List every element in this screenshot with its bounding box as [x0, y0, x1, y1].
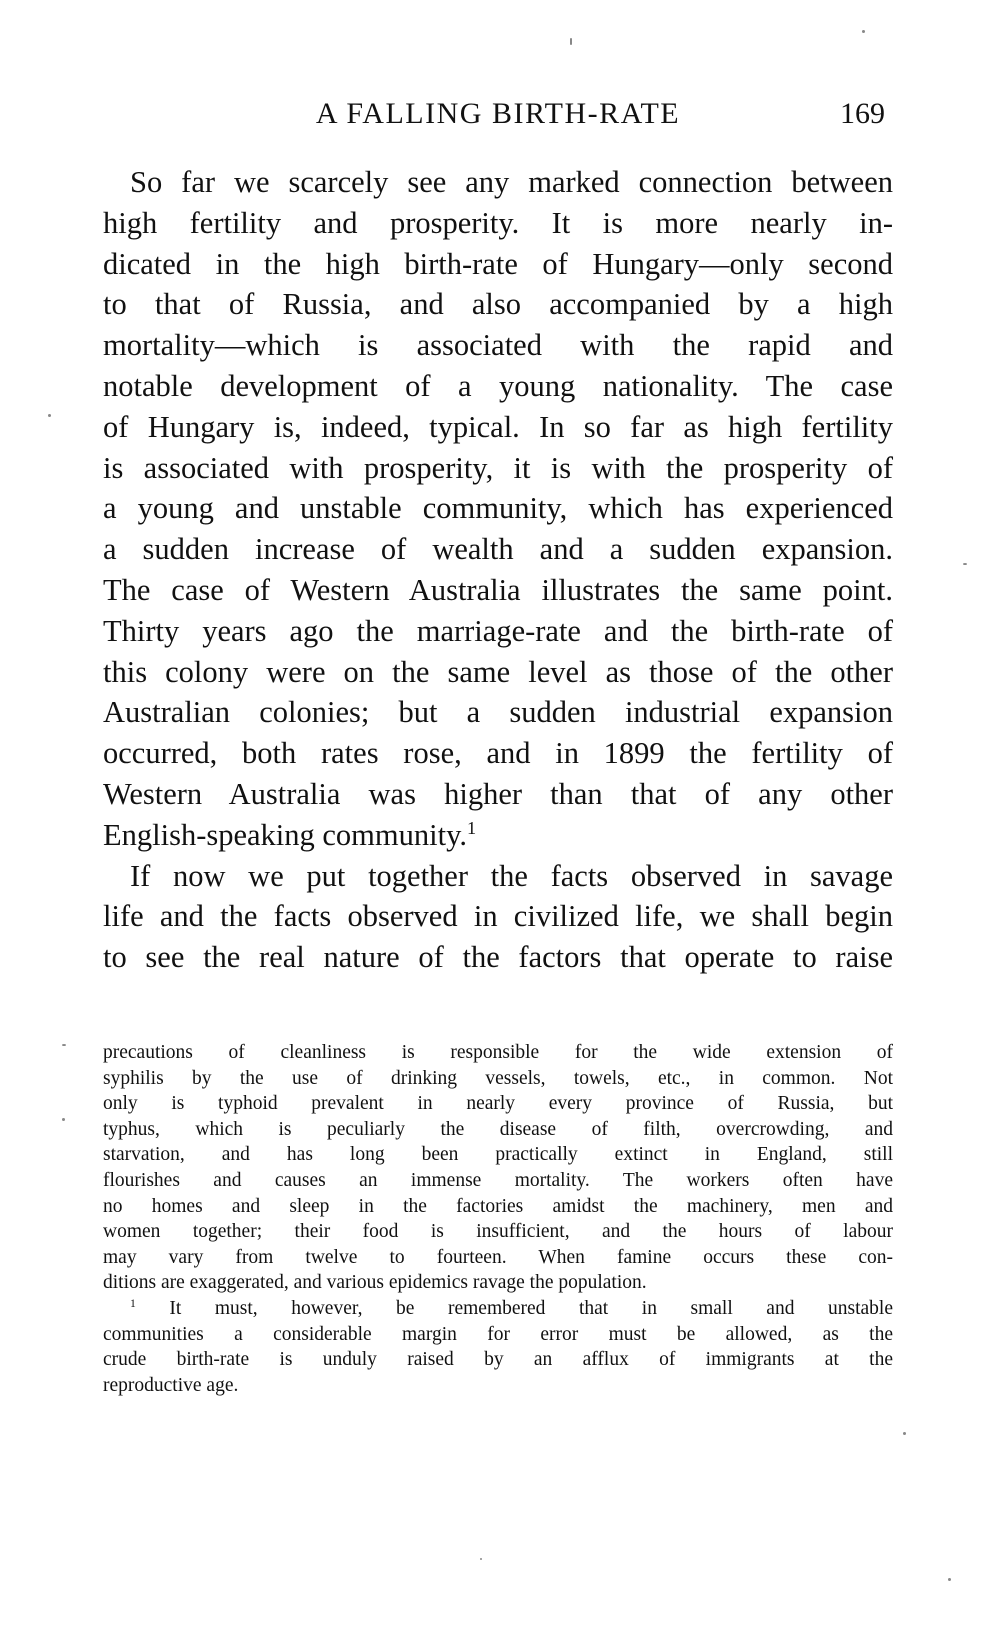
footnote-line: syphilis by the use of drinking vessels, towels, etc., in common. Not: [103, 1067, 893, 1089]
text-line: notable development of a young nationality. The case: [103, 368, 893, 403]
footnote-line: ditions are exaggerated, and various epidemics ravage the population.: [103, 1272, 647, 1294]
footnote-line: may vary from twelve to fourteen. When famine occurs these con-: [103, 1246, 893, 1268]
text-line: high fertility and prosperity. It is more nearly in-: [103, 205, 893, 240]
text-line: Western Australia was higher than that of any other: [103, 776, 893, 811]
text-line-with-footnote: [103, 815, 893, 856]
footnote-line: starvation, and has long been practically extinct in England, still: [103, 1144, 893, 1166]
footnote-line: crude birth-rate is unduly raised by an afflux of immigrants at the: [103, 1349, 893, 1371]
page-number: 169: [840, 97, 885, 130]
footnote-line: no homes and sleep in the factories amidst the machinery, men and: [103, 1195, 893, 1217]
paper-speck: [62, 1044, 66, 1046]
paper-speck: [963, 563, 967, 565]
text-line: So far we scarcely see any marked connection between: [130, 165, 893, 199]
text-line: to that of Russia, and also accompanied by a high: [103, 287, 893, 322]
footnote-line: typhus, which is peculiarly the disease of filth, overcrowding, and: [103, 1118, 893, 1140]
text-line: life and the facts observed in civilized life, we shall begin: [103, 899, 893, 934]
text-line: If now we put together the facts observed in savage: [130, 858, 893, 893]
text-line: is associated with prosperity, it is with the prosperity of: [103, 450, 893, 485]
text-line: occurred, both rates rose, and in 1899 the fertility of: [103, 736, 893, 771]
footnote-1-text: It must, however, be remembered that in small and unstable: [169, 1297, 893, 1319]
paper-speck: [903, 1432, 906, 1435]
text-line-content: English-speaking community.: [103, 817, 467, 852]
footnote-reference: 1: [466, 817, 477, 838]
footnote-1-marker: 1: [130, 1296, 136, 1310]
paper-speck: [570, 38, 572, 45]
running-title: A FALLING BIRTH-RATE: [315, 97, 681, 130]
footnotes: [103, 1040, 893, 1398]
footnote-line: communities a considerable margin for error must be allowed, as the: [103, 1323, 893, 1345]
paper-speck: [862, 30, 865, 33]
text-line: to see the real nature of the factors that operate to raise: [103, 940, 893, 975]
text-line: Australian colonies; but a sudden industrial expansion: [103, 695, 893, 730]
main-text: [103, 162, 893, 978]
text-line: dicated in the high birth-rate of Hungary—only second: [103, 246, 893, 281]
text-line: this colony were on the same level as those of the other: [103, 654, 893, 689]
footnote-line: precautions of cleanliness is responsible for the wide extension of: [103, 1042, 893, 1063]
footnote-line: reproductive age.: [103, 1374, 239, 1396]
text-line: a young and unstable community, which has experienced: [103, 491, 893, 526]
text-line: Thirty years ago the marriage-rate and the birth-rate of: [103, 613, 893, 648]
text-line: The case of Western Australia illustrates the same point.: [103, 572, 893, 607]
footnote-1-first-line: [103, 1296, 893, 1322]
paper-speck: [48, 414, 51, 417]
text-line: a sudden increase of wealth and a sudden expansion.: [103, 532, 893, 567]
footnote-line: flourishes and causes an immense mortality. The workers often have: [103, 1169, 893, 1191]
footnote-line: only is typhoid prevalent in nearly every province of Russia, but: [103, 1093, 893, 1115]
page-header: [103, 92, 893, 136]
text-line: mortality—which is associated with the rapid and: [103, 328, 893, 363]
footnote-line: women together; their food is insufficient, and the hours of labour: [103, 1221, 893, 1243]
paper-speck: [480, 1558, 482, 1560]
paper-speck: [62, 1118, 65, 1121]
paper-speck: [948, 1578, 951, 1581]
text-line: of Hungary is, indeed, typical. In so far as high fertility: [103, 409, 893, 444]
